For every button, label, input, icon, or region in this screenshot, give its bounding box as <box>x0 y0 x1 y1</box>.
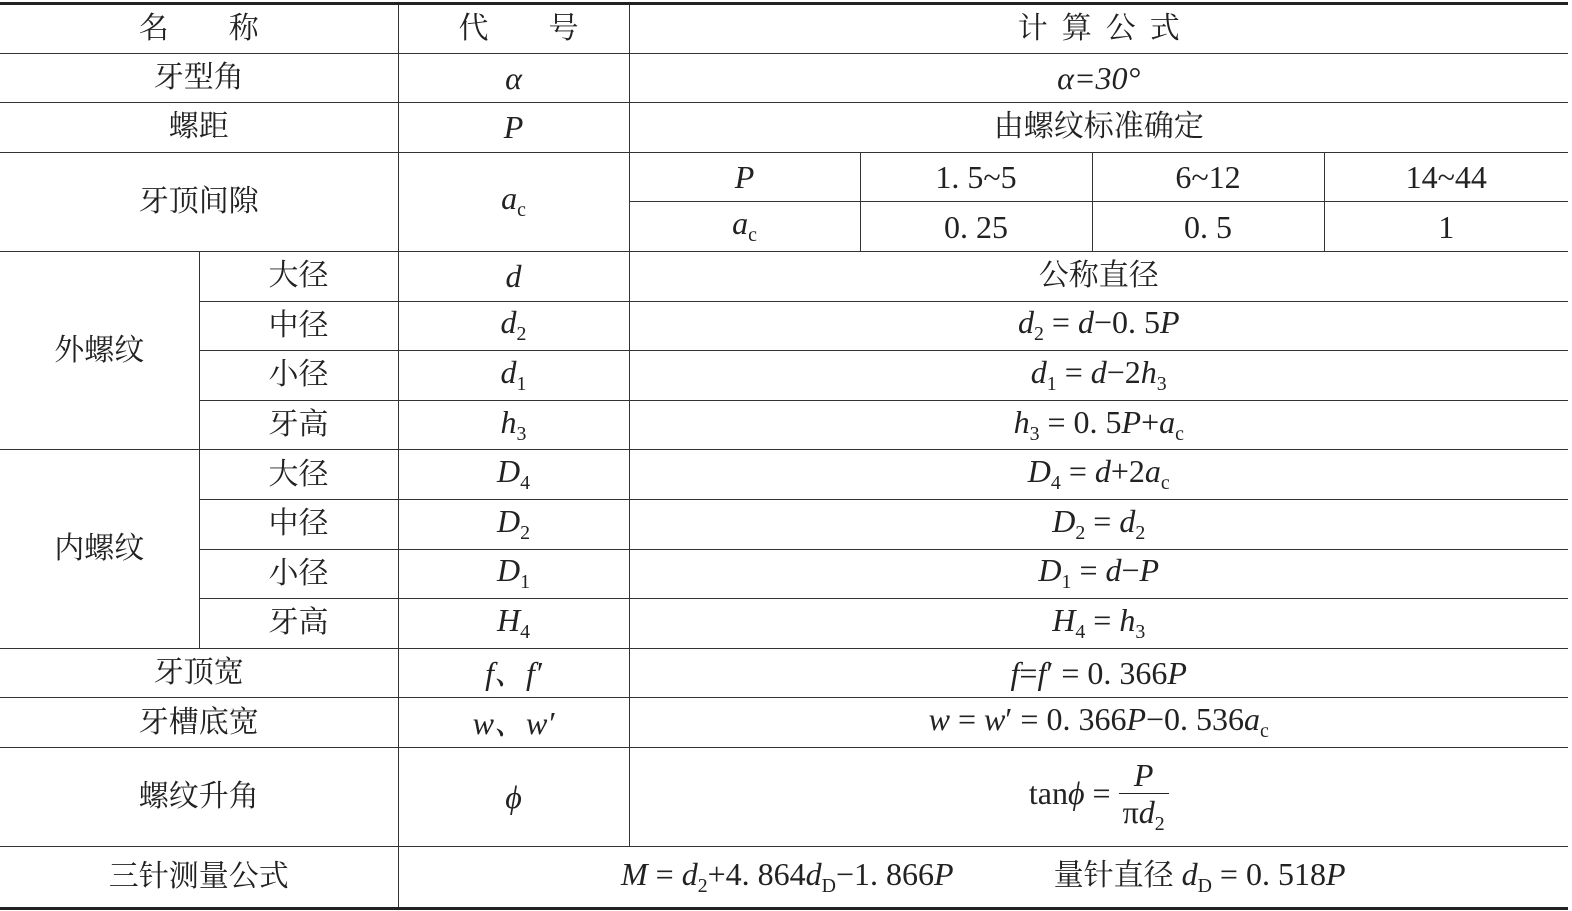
table-row <box>0 450 1568 500</box>
table-row <box>0 549 1568 599</box>
table-row <box>0 648 1568 698</box>
header-row <box>0 4 1568 54</box>
subtable-ac-value: 1 <box>1324 202 1568 252</box>
formula-fraction: $\frac{P}{\pi d_2}$ <box>1119 759 1169 835</box>
row-formula: $D_2 = d_2$ <box>629 499 1568 549</box>
row-formula: $M = d_2+4$. $864d_D-1$. 866P 量针直径 $d_D = 0$. 518P <box>398 846 1568 908</box>
row-name: 大径 <box>199 450 398 500</box>
subtable-p-label: P <box>629 152 860 202</box>
group-external: 外螺纹 <box>0 251 199 449</box>
subtable-ac-label: $a_c$ <box>629 202 860 252</box>
table-row <box>0 351 1568 401</box>
row-symbol: α <box>398 53 629 103</box>
row-formula: $D_1 = d-P$ <box>629 549 1568 599</box>
subtable-p-value: 1. 5~5 <box>860 152 1092 202</box>
row-symbol: $D_1$ <box>398 549 629 599</box>
row-symbol: $d_1$ <box>398 351 629 401</box>
row-symbol: ϕ <box>398 747 629 846</box>
header-symbol: 代号 <box>398 4 629 54</box>
row-symbol: f、f′ <box>398 648 629 698</box>
subtable-p-value: 14~44 <box>1324 152 1568 202</box>
thread-parameter-table <box>0 2 1568 910</box>
row-name: 小径 <box>199 549 398 599</box>
row-name: 大径 <box>199 251 398 301</box>
row-name: 中径 <box>199 301 398 351</box>
row-formula: f=f′ = 0. 366P <box>629 648 1568 698</box>
header-formula: 计算公式 <box>629 4 1568 54</box>
table-row <box>0 152 1568 202</box>
row-name: 中径 <box>199 499 398 549</box>
row-formula: α=30° <box>629 53 1568 103</box>
group-internal: 内螺纹 <box>0 450 199 648</box>
row-name: 牙高 <box>199 599 398 649</box>
subtable-ac-value: 0. 25 <box>860 202 1092 252</box>
row-formula: w = w′ = 0. 366P−0. $536a_c$ <box>629 698 1568 748</box>
table-row <box>0 747 1568 846</box>
row-name: 螺纹升角 <box>0 747 398 846</box>
table-row <box>0 599 1568 649</box>
subtable-p-value: 6~12 <box>1092 152 1324 202</box>
row-formula: $h_3 = 0$. $5P+a_c$ <box>629 400 1568 450</box>
row-symbol: $h_3$ <box>398 400 629 450</box>
table-row <box>0 846 1568 908</box>
row-name: 牙顶间隙 <box>0 152 398 251</box>
row-name: 牙槽底宽 <box>0 698 398 748</box>
row-symbol: $D_2$ <box>398 499 629 549</box>
row-name: 牙型角 <box>0 53 398 103</box>
table-row <box>0 499 1568 549</box>
row-symbol: $D_4$ <box>398 450 629 500</box>
row-formula: $d_1 = d-2h_3$ <box>629 351 1568 401</box>
row-name: 螺距 <box>0 103 398 153</box>
row-formula: $H_4 = h_3$ <box>629 599 1568 649</box>
table-row <box>0 53 1568 103</box>
table-row <box>0 698 1568 748</box>
row-symbol: w、w′ <box>398 698 629 748</box>
row-formula: 公称直径 <box>629 251 1568 301</box>
row-formula: 由螺纹标准确定 <box>629 103 1568 153</box>
row-name: 牙高 <box>199 400 398 450</box>
row-name: 小径 <box>199 351 398 401</box>
table-row <box>0 400 1568 450</box>
table-row <box>0 103 1568 153</box>
table-row <box>0 251 1568 301</box>
header-name: 名称 <box>0 4 398 54</box>
subtable-ac-value: 0. 5 <box>1092 202 1324 252</box>
row-formula: $d_2 = d-0$. 5P <box>629 301 1568 351</box>
row-symbol: $H_4$ <box>398 599 629 649</box>
row-symbol: $d_2$ <box>398 301 629 351</box>
row-symbol: $a_c$ <box>398 152 629 251</box>
row-name: 牙顶宽 <box>0 648 398 698</box>
row-symbol: d <box>398 251 629 301</box>
row-name: 三针测量公式 <box>0 846 398 908</box>
row-symbol: P <box>398 103 629 153</box>
row-formula: tanϕ = $\frac{P}{\pi d_2}$ <box>629 747 1568 846</box>
table-row <box>0 301 1568 351</box>
row-formula: $D_4 = d+2a_c$ <box>629 450 1568 500</box>
